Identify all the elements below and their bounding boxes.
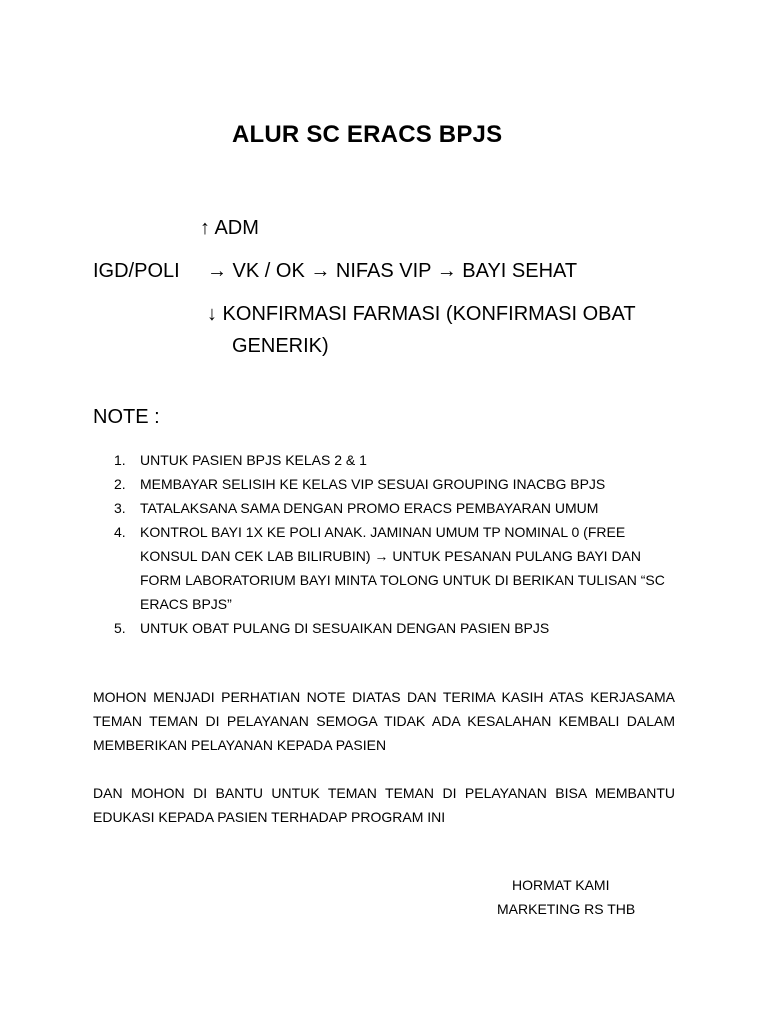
signoff-sender: MARKETING RS THB (497, 901, 636, 917)
flow-farmasi-branch-cont: GENERIK) (232, 335, 329, 357)
note-text: TATALAKSANA SAMA DENGAN PROMO ERACS PEMBAYARAN UMUM (140, 500, 599, 516)
note-item (114, 496, 674, 520)
note-item (114, 472, 674, 496)
flow-main-path: → VK / OK → NIFAS VIP → BAYI SEHAT (207, 260, 578, 282)
note-number: 5. (114, 620, 126, 636)
note-number: 1. (114, 452, 126, 468)
note-item (114, 520, 674, 616)
signoff-greeting: HORMAT KAMI (512, 877, 610, 893)
note-number: 3. (114, 500, 126, 516)
flow-farmasi-branch: ↓ KONFIRMASI FARMASI (KONFIRMASI OBAT (207, 303, 636, 325)
note-heading: NOTE : (93, 406, 160, 428)
note-number: 4. (114, 524, 126, 540)
document-title: ALUR SC ERACS BPJS (232, 121, 503, 148)
note-number: 2. (114, 476, 126, 492)
closing-paragraph-2: DAN MOHON DI BANTU UNTUK TEMAN TEMAN DI PELAYANAN BISA MEMBANTU EDUKASI KEPADA PASIEN TERHADAP PROGRAM INI (93, 785, 675, 825)
note-list (114, 448, 674, 640)
flow-adm-branch: ↑ ADM (200, 217, 259, 239)
note-text: MEMBAYAR SELISIH KE KELAS VIP SESUAI GROUPING INACBG BPJS (140, 476, 606, 492)
flow-origin: IGD/POLI (93, 260, 180, 282)
note-item (114, 616, 674, 640)
note-item (114, 448, 674, 472)
note-text: UNTUK OBAT PULANG DI SESUAIKAN DENGAN PASIEN BPJS (140, 620, 550, 636)
note-text: KONTROL BAYI 1X KE POLI ANAK. JAMINAN UMUM TP NOMINAL 0 (FREE KONSUL DAN CEK LAB BILIRUBIN) → UNTUK PESANAN PULANG BAYI DAN FORM LABORATORIUM BAYI MINTA TOLONG UNTUK DI BERIKAN TULISAN “SC ERACS BPJS” (140, 524, 665, 612)
closing-paragraph-1: MOHON MENJADI PERHATIAN NOTE DIATAS DAN TERIMA KASIH ATAS KERJASAMA TEMAN TEMAN DI PELAYANAN SEMOGA TIDAK ADA KESALAHAN KEMBALI DALAM MEMBERIKAN PELAYANAN KEPADA PASIEN (93, 689, 675, 753)
note-text: UNTUK PASIEN BPJS KELAS 2 & 1 (140, 452, 367, 468)
